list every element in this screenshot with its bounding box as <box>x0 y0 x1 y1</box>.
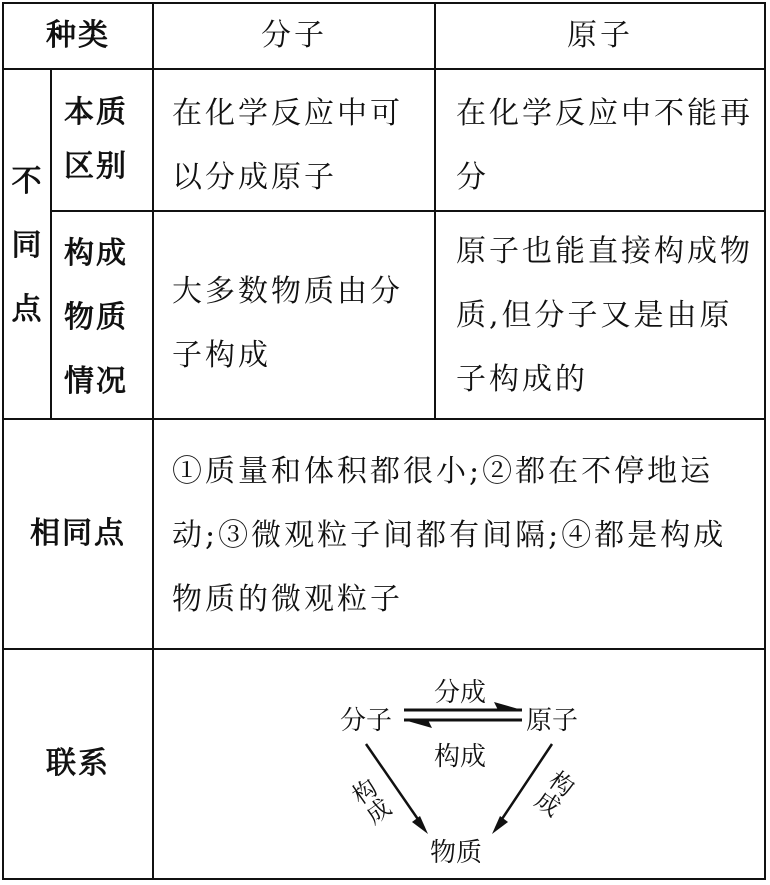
node-atom: 原子 <box>526 706 579 736</box>
essence-label: 本质区别 <box>64 95 128 184</box>
essence-molecule: 在化学反应中可以分成原子 <box>172 96 403 195</box>
composition-molecule: 大多数物质由分子构成 <box>172 274 403 373</box>
hline-header <box>4 68 764 70</box>
node-molecule: 分子 <box>340 706 393 736</box>
header-atom: 原子 <box>567 18 633 53</box>
relation-diagram <box>154 650 764 878</box>
label-left-compose: 构成 <box>343 774 395 830</box>
relation-label: 联系 <box>46 746 110 781</box>
similarities-text: ①质量和体积都很小;②都在不停地运动;③微观粒子间都有间隔;④都是构成物质的微观粒子 <box>172 454 727 617</box>
comparison-table <box>2 2 766 880</box>
essence-atom: 在化学反应中不能再分 <box>456 96 753 195</box>
composition-atom: 原子也能直接构成物质,但分子又是由原子构成的 <box>456 234 753 397</box>
label-right-compose: 构成 <box>527 764 579 820</box>
label-compose: 构成 <box>434 742 487 772</box>
node-matter: 物质 <box>430 838 483 868</box>
arrow-atom-matter-head <box>492 816 508 834</box>
differences-label: 不同点 <box>11 164 45 327</box>
hline-sub <box>50 210 764 212</box>
arrow-molecule-matter-head <box>412 816 428 834</box>
vline-sub <box>50 68 52 418</box>
header-type: 种类 <box>46 18 110 53</box>
composition-label: 构成物质情况 <box>64 236 128 399</box>
header-molecule: 分子 <box>261 18 327 53</box>
label-split: 分成 <box>434 678 487 708</box>
similarities-label: 相同点 <box>30 516 126 551</box>
